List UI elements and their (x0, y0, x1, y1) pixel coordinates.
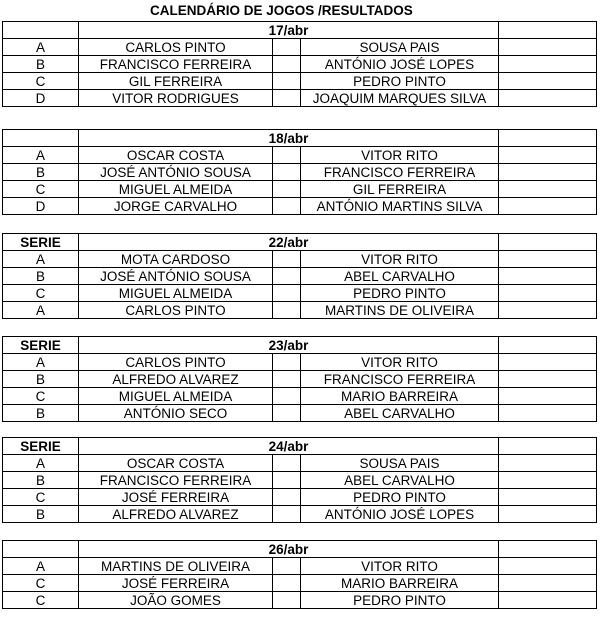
score-cell (273, 302, 301, 319)
home-player: JOSÉ FERREIRA (79, 489, 273, 506)
score-cell (273, 506, 301, 523)
away-player: VITOR RITO (301, 147, 499, 164)
date-header: 26/abr (79, 541, 499, 558)
serie-cell: B (3, 371, 79, 388)
match-row (3, 268, 597, 285)
away-player: PEDRO PINTO (301, 592, 499, 609)
away-player: ANTÓNIO JOSÉ LOPES (301, 506, 499, 523)
score-cell (273, 405, 301, 422)
match-row (3, 251, 597, 268)
away-player: ABEL CARVALHO (301, 268, 499, 285)
serie-header (3, 130, 79, 147)
block-header-row (3, 22, 597, 39)
date-header: 24/abr (79, 438, 499, 455)
result-cell (499, 302, 597, 319)
match-row (3, 575, 597, 592)
match-row (3, 558, 597, 575)
score-cell (273, 455, 301, 472)
result-cell (499, 56, 597, 73)
score-cell (273, 472, 301, 489)
home-player: MIGUEL ALMEIDA (79, 388, 273, 405)
match-row (3, 147, 597, 164)
score-cell (273, 39, 301, 56)
result-cell (499, 354, 597, 371)
home-player: MIGUEL ALMEIDA (79, 285, 273, 302)
match-row (3, 506, 597, 523)
home-player: ANTÓNIO SECO (79, 405, 273, 422)
serie-header: SERIE (3, 438, 79, 455)
serie-cell: C (3, 592, 79, 609)
home-player: ALFREDO ALVAREZ (79, 506, 273, 523)
away-player: MARTINS DE OLIVEIRA (301, 302, 499, 319)
serie-cell: A (3, 39, 79, 56)
score-cell (273, 371, 301, 388)
match-row (3, 90, 597, 107)
result-cell (499, 22, 597, 39)
result-cell (499, 251, 597, 268)
result-cell (499, 371, 597, 388)
home-player: FRANCISCO FERREIRA (79, 472, 273, 489)
match-row (3, 592, 597, 609)
match-row (3, 405, 597, 422)
home-player: CARLOS PINTO (79, 39, 273, 56)
date-header: 23/abr (79, 337, 499, 354)
home-player: JORGE CARVALHO (79, 198, 273, 215)
home-player: JOSÉ ANTÓNIO SOUSA (79, 268, 273, 285)
result-cell (499, 337, 597, 354)
home-player: ALFREDO ALVAREZ (79, 371, 273, 388)
result-cell (499, 181, 597, 198)
match-row (3, 371, 597, 388)
serie-cell: A (3, 302, 79, 319)
score-cell (273, 56, 301, 73)
result-cell (499, 164, 597, 181)
date-header: 18/abr (79, 130, 499, 147)
away-player: PEDRO PINTO (301, 285, 499, 302)
away-player: JOAQUIM MARQUES SILVA (301, 90, 499, 107)
block-header-row (3, 234, 597, 251)
score-cell (273, 90, 301, 107)
away-player: ANTÓNIO JOSÉ LOPES (301, 56, 499, 73)
away-player: ANTÓNIO MARTINS SILVA (301, 198, 499, 215)
away-player: MARIO BARREIRA (301, 388, 499, 405)
date-header: 17/abr (79, 22, 499, 39)
match-row (3, 489, 597, 506)
serie-header: SERIE (3, 234, 79, 251)
serie-cell: B (3, 268, 79, 285)
score-cell (273, 575, 301, 592)
result-cell (499, 575, 597, 592)
match-row (3, 164, 597, 181)
schedule-block-17abr (2, 21, 597, 107)
result-cell (499, 285, 597, 302)
result-cell (499, 39, 597, 56)
score-cell (273, 147, 301, 164)
result-cell (499, 130, 597, 147)
result-cell (499, 73, 597, 90)
schedule-block-18abr (2, 129, 597, 215)
score-cell (273, 251, 301, 268)
serie-cell: A (3, 251, 79, 268)
home-player: OSCAR COSTA (79, 147, 273, 164)
result-cell (499, 438, 597, 455)
serie-cell: B (3, 164, 79, 181)
match-row (3, 73, 597, 90)
page-title: CALENDÁRIO DE JOGOS /RESULTADOS (150, 3, 413, 18)
match-row (3, 455, 597, 472)
serie-cell: C (3, 73, 79, 90)
match-row (3, 388, 597, 405)
home-player: CARLOS PINTO (79, 354, 273, 371)
result-cell (499, 147, 597, 164)
home-player: FRANCISCO FERREIRA (79, 56, 273, 73)
result-cell (499, 472, 597, 489)
home-player: OSCAR COSTA (79, 455, 273, 472)
home-player: GIL FERREIRA (79, 73, 273, 90)
result-cell (499, 506, 597, 523)
schedule-block-26abr (2, 540, 597, 609)
match-row (3, 181, 597, 198)
home-player: MARTINS DE OLIVEIRA (79, 558, 273, 575)
serie-cell: D (3, 90, 79, 107)
match-row (3, 472, 597, 489)
score-cell (273, 198, 301, 215)
serie-cell: C (3, 181, 79, 198)
result-cell (499, 405, 597, 422)
result-cell (499, 90, 597, 107)
schedule-block-22abr (2, 233, 597, 319)
result-cell (499, 592, 597, 609)
home-player: JOSÉ ANTÓNIO SOUSA (79, 164, 273, 181)
score-cell (273, 354, 301, 371)
match-row (3, 354, 597, 371)
date-header: 22/abr (79, 234, 499, 251)
away-player: ABEL CARVALHO (301, 405, 499, 422)
serie-cell: A (3, 147, 79, 164)
away-player: GIL FERREIRA (301, 181, 499, 198)
home-player: CARLOS PINTO (79, 302, 273, 319)
away-player: ABEL CARVALHO (301, 472, 499, 489)
home-player: MOTA CARDOSO (79, 251, 273, 268)
away-player: MARIO BARREIRA (301, 575, 499, 592)
serie-cell: C (3, 489, 79, 506)
result-cell (499, 541, 597, 558)
score-cell (273, 181, 301, 198)
serie-header (3, 22, 79, 39)
result-cell (499, 198, 597, 215)
away-player: SOUSA PAIS (301, 39, 499, 56)
away-player: FRANCISCO FERREIRA (301, 164, 499, 181)
home-player: VITOR RODRIGUES (79, 90, 273, 107)
block-header-row (3, 438, 597, 455)
result-cell (499, 489, 597, 506)
serie-cell: C (3, 575, 79, 592)
score-cell (273, 592, 301, 609)
match-row (3, 285, 597, 302)
result-cell (499, 268, 597, 285)
away-player: SOUSA PAIS (301, 455, 499, 472)
score-cell (273, 164, 301, 181)
serie-cell: C (3, 285, 79, 302)
block-header-row (3, 541, 597, 558)
match-row (3, 198, 597, 215)
score-cell (273, 268, 301, 285)
score-cell (273, 558, 301, 575)
score-cell (273, 285, 301, 302)
block-header-row (3, 130, 597, 147)
serie-cell: B (3, 405, 79, 422)
home-player: JOÃO GOMES (79, 592, 273, 609)
result-cell (499, 388, 597, 405)
serie-cell: A (3, 455, 79, 472)
result-cell (499, 234, 597, 251)
home-player: JOSÉ FERREIRA (79, 575, 273, 592)
match-row (3, 39, 597, 56)
serie-cell: B (3, 56, 79, 73)
serie-cell: A (3, 354, 79, 371)
score-cell (273, 388, 301, 405)
away-player: PEDRO PINTO (301, 73, 499, 90)
match-row (3, 302, 597, 319)
away-player: VITOR RITO (301, 354, 499, 371)
serie-cell: C (3, 388, 79, 405)
result-cell (499, 558, 597, 575)
schedule-block-24abr (2, 437, 597, 523)
serie-cell: D (3, 198, 79, 215)
serie-header: SERIE (3, 337, 79, 354)
serie-cell: B (3, 472, 79, 489)
serie-cell: B (3, 506, 79, 523)
score-cell (273, 73, 301, 90)
serie-header (3, 541, 79, 558)
block-header-row (3, 337, 597, 354)
home-player: MIGUEL ALMEIDA (79, 181, 273, 198)
away-player: PEDRO PINTO (301, 489, 499, 506)
away-player: FRANCISCO FERREIRA (301, 371, 499, 388)
result-cell (499, 455, 597, 472)
serie-cell: A (3, 558, 79, 575)
away-player: VITOR RITO (301, 251, 499, 268)
score-cell (273, 489, 301, 506)
schedule-block-23abr (2, 336, 597, 422)
away-player: VITOR RITO (301, 558, 499, 575)
match-row (3, 56, 597, 73)
